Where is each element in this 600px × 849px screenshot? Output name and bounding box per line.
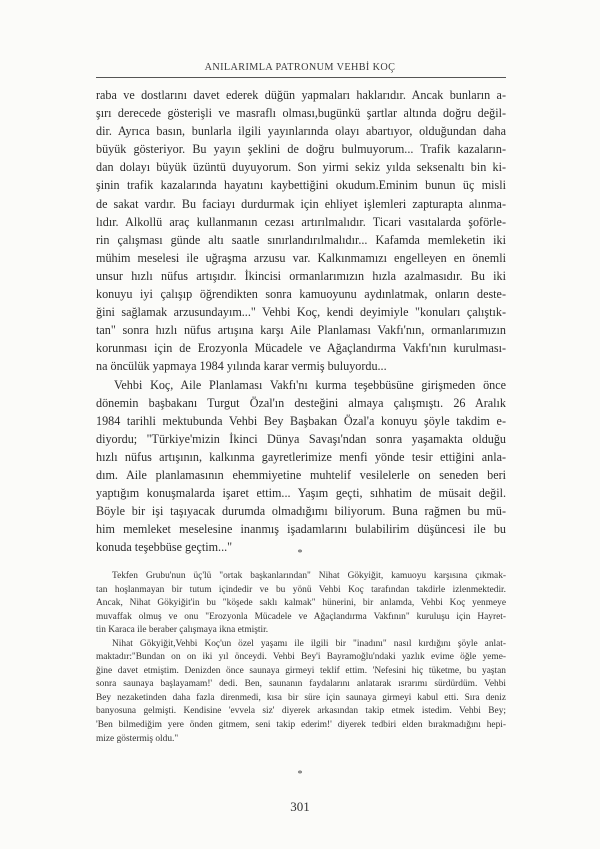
body-line: şinin trafik kazalarında hayatını kaybettiğini okudum.Eminim bunun üç misli	[96, 178, 506, 193]
header-rule	[96, 77, 506, 78]
body-line: rin çalışması günde altı saatle sınırlandırılmalıdır... Kafamda memleketin iki	[96, 232, 506, 247]
footnote-line: Nihat Gökyiğit,Vehbi Koç'un özel yaşamı ile ilgili bir "inadını" nasıl kırdığını şöyle anlat-	[112, 638, 506, 649]
body-line: lıdır. Alkollü araç kullanmanın cezası artırılmalıdır. Ticari vasıtalarda şoförle-	[96, 214, 506, 229]
footnote-line: sonra saunaya başlayamam!' dedi. Ben, saunanın faydalarını anlatarak ısrarımı sürdürdüm. Vehbi	[96, 679, 506, 690]
footnote-line: Ancak, Nihat Gökyiğit'in bu "köşede saklı kalmak" hünerini, bir anlamda, Vehbi Koç yenmeye	[96, 598, 506, 609]
body-line: konuyu iyi çalışıp öğrendikten sonra kamuoyunu aydınlatmak, onların deste-	[96, 287, 506, 302]
footnote-line: tan hoşlanmayan bir tutum içindedir ve bu yönü Vehbi Koç tarafından takdirle izlenmektedir.	[96, 584, 506, 595]
body-line: na öncülük yapmaya 1984 yılında karar vermiş buluyordu...	[96, 359, 387, 374]
body-line: diyordu; "Türkiye'mizin İkinci Dünya Savaşı'ndan sonra yaşamakta olduğu	[96, 431, 506, 446]
body-line: him memleket meselesine inanmış işadamlarını bulabilirim düşüncesi ile bu	[96, 522, 506, 537]
body-line: şırı derecede gösterişli ve masraflı olması,bugünkü şartlar altında doğru değil-	[96, 106, 506, 121]
page-number: 301	[290, 799, 310, 814]
body-line: 1984 tarihli mektubunda Vehbi Bey Başbakan Özal'a konuyu şöyle takdim e-	[96, 413, 506, 428]
footnote-line: muvaffak olmuş ve onu "Erozyonla Mücadele ve Ağaçlandırma Vakfının" kuruluşu için Hayret-	[96, 611, 506, 622]
section-separator-top: *	[297, 548, 303, 559]
body-line: raba ve dostlarını davet ederek düğün yapmaları haklarıdır. Ancak bunların a-	[96, 88, 506, 102]
footnote-line: banyosuna gelmişti. Kendisine 'evvela siz' diyerek arkasından takip etmek istedim. Vehbi Bey;	[96, 706, 506, 717]
section-separator-bottom: *	[297, 769, 303, 780]
body-line: dönemin başbakanı Turgut Özal'ın desteğini almaya çalışmıştı. 26 Aralık	[96, 395, 506, 410]
body-line: dir. Ayrıca basın, bunlarla ilgili yayınlarında olayı abartıyor, olduğundan daha	[96, 124, 506, 139]
body-line: unsur hızlı nüfus artışıdır. İkincisi ormanlarımızın hızla azalmasıdır. Bu iki	[96, 268, 506, 283]
body-line: büyük gösteriyor. Bu yayın şeklini de doğru bulmuyorum... Trafik kazaların-	[96, 142, 506, 157]
body-line: konuda teşebbüse geçtim..."	[96, 540, 233, 555]
body-line: dım. Aile planlamasının ehemmiyetine muhtelif vesilelerle on seneden beri	[96, 467, 506, 482]
footnote-line: mize göstermiş oldu."	[96, 733, 179, 744]
body-line: tan" sonra hızlı nüfus artışına karşı Aile Planlaması Vakfı'nın, ormanlarımızın	[96, 323, 506, 338]
body-line: hızlı nüfus artışının, kalkınma gayretlerimize menfi yönde tesir ettiğini anla-	[96, 449, 506, 464]
footnote-line: maktadır:"Bundan on on iki yıl önceydi. Vehbi Bey'i Bayramoğlu'ndaki yazlık evime öğle yeme-	[96, 652, 506, 663]
footnote-line: Bey nezaketinden daha fazla direnmedi, kısa bir süre için saunaya girmeyi kabul etti. Sıra deniz	[96, 692, 506, 703]
body-line: mühim meselesi ile uğraşma arzusu var. Kalkınmamızı engelleyen en önemli	[96, 250, 506, 265]
body-line: Böyle bir işi taşıyacak durumda olmadığımı biliyorum. Buna rağmen bu mü-	[96, 504, 506, 519]
body-line: korunması için de Erozyonla Mücadele ve Ağaçlandırma Vakfı'nın kurulması-	[96, 341, 506, 356]
body-line: dan dolayı büyük üzüntü duyuyorum. Son yirmi sekiz yılda seksenaltı bin ki-	[96, 160, 506, 175]
running-head: ANILARIMLA PATRONUM VEHBİ KOÇ	[204, 62, 396, 73]
body-line: Vehbi Koç, Aile Planlaması Vakfı'nı kurma teşebbüsüne girişmeden önce	[114, 377, 506, 392]
body-line: yaptığım konuşmalarda işaret ettim... Yaşım geçti, sıhhatim de müsait değil.	[96, 486, 506, 501]
body-line: ğini sağlamak arzusundayım..." Vehbi Koç, kendi deyimiyle "konuları çalıştık-	[96, 305, 506, 320]
footnote-line: Tekfen Grubu'nun üç'lü "ortak başkanlarından" Nihat Gökyiğit, kamuoyu karşısına çıkmak-	[112, 571, 506, 581]
footnote	[96, 570, 506, 746]
body-line: de sakat vardır. Bu faciayı durdurmak için ehliyet işlemleri zapturapta alınma-	[96, 196, 506, 211]
footnote-line: ğine davet etmiştim. Denizden önce saunaya girmeyi teklif ettim. 'Nefesini hiç tüketme, bu yaştan	[96, 665, 506, 676]
footnote-line: tin Karaca ile beraber çalışmaya ikna etmiştir.	[96, 625, 269, 636]
footnote-line: 'Ben bilmediğim yere önden gitmem, seni takip ederim!' diyerek tedbiri elden bırakmadığını hepi-	[96, 720, 506, 731]
main-text	[96, 86, 506, 556]
